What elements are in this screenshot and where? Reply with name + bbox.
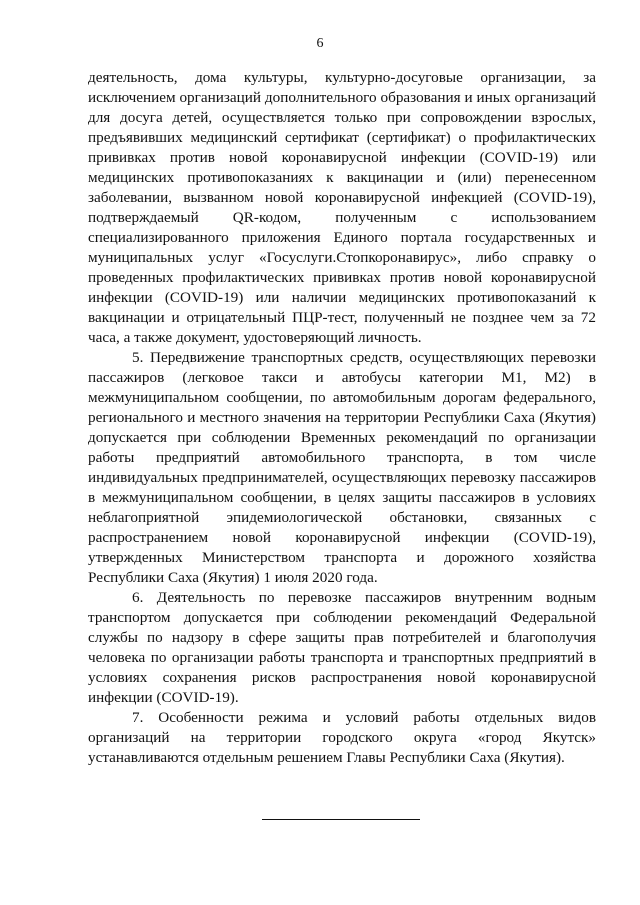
paragraph-item-5: 5. Передвижение транспортных средств, осуществляющих перевозки пассажиров (легковое такси и автобусы категории М1, М2) в межмуниципальном сообщении, по автомобильным дорогам федерального, регионального и местного значения на территории Республики Саха (Якутия) допускается при соблюдении Временных рекомендаций по организации работы предприятий автомобильного транспорта, в том числе индивидуальных предпринимателей, осуществляющих перевозку пассажиров в межмуниципальном сообщении, в целях защиты пассажиров в условиях неблагоприятной эпидемиологической обстановки, связанных с распространением новой коронавирусной инфекции (COVID-19), утвержденных Министерством транспорта и дорожного хозяйства Республики Саха (Якутия) 1 июля 2020 года.: [88, 349, 596, 586]
paragraph-item-7: 7. Особенности режима и условий работы отдельных видов организаций на территории городского округа «город Якутск» устанавливаются отдельным решением Главы Республики Саха (Якутия).: [88, 709, 596, 766]
paragraph-item-6: 6. Деятельность по перевозке пассажиров внутренним водным транспортом допускается при соблюдении рекомендаций Федеральной службы по надзору в сфере защиты прав потребителей и благополучия человека по организации работы транспорта и транспортных предприятий в условиях сохранения рисков распространения новой коронавирусной инфекции (COVID-19).: [88, 589, 596, 706]
paragraph-continuation: деятельность, дома культуры, культурно-досуговые организации, за исключением организаций дополнительного образования и иных организаций для досуга детей, осуществляется только при сопровождении взрослых, предъявивших медицинский сертификат (сертификат) о профилактических прививках против новой коронавирусной инфекции (COVID-19) или медицинских противопоказаниях к вакцинации и (или) перенесенном заболевании, вызванном новой коронавирусной инфекцией (COVID-19), подтверждаемый QR-кодом, полученным с использованием специализированного приложения Единого портала государственных и муниципальных услуг «Госуслуги.Стопкоронавирус», либо справку о проведенных профилактических прививках против новой коронавирусной инфекции (COVID-19) или наличии медицинских противопоказаний к вакцинации и отрицательный ПЦР-тест, полученный не позднее чем за 72 часа, а также документ, удостоверяющий личность.: [88, 69, 596, 346]
page-number: 6: [316, 36, 324, 51]
document-body: [88, 68, 596, 768]
end-of-document-rule: [262, 819, 420, 820]
